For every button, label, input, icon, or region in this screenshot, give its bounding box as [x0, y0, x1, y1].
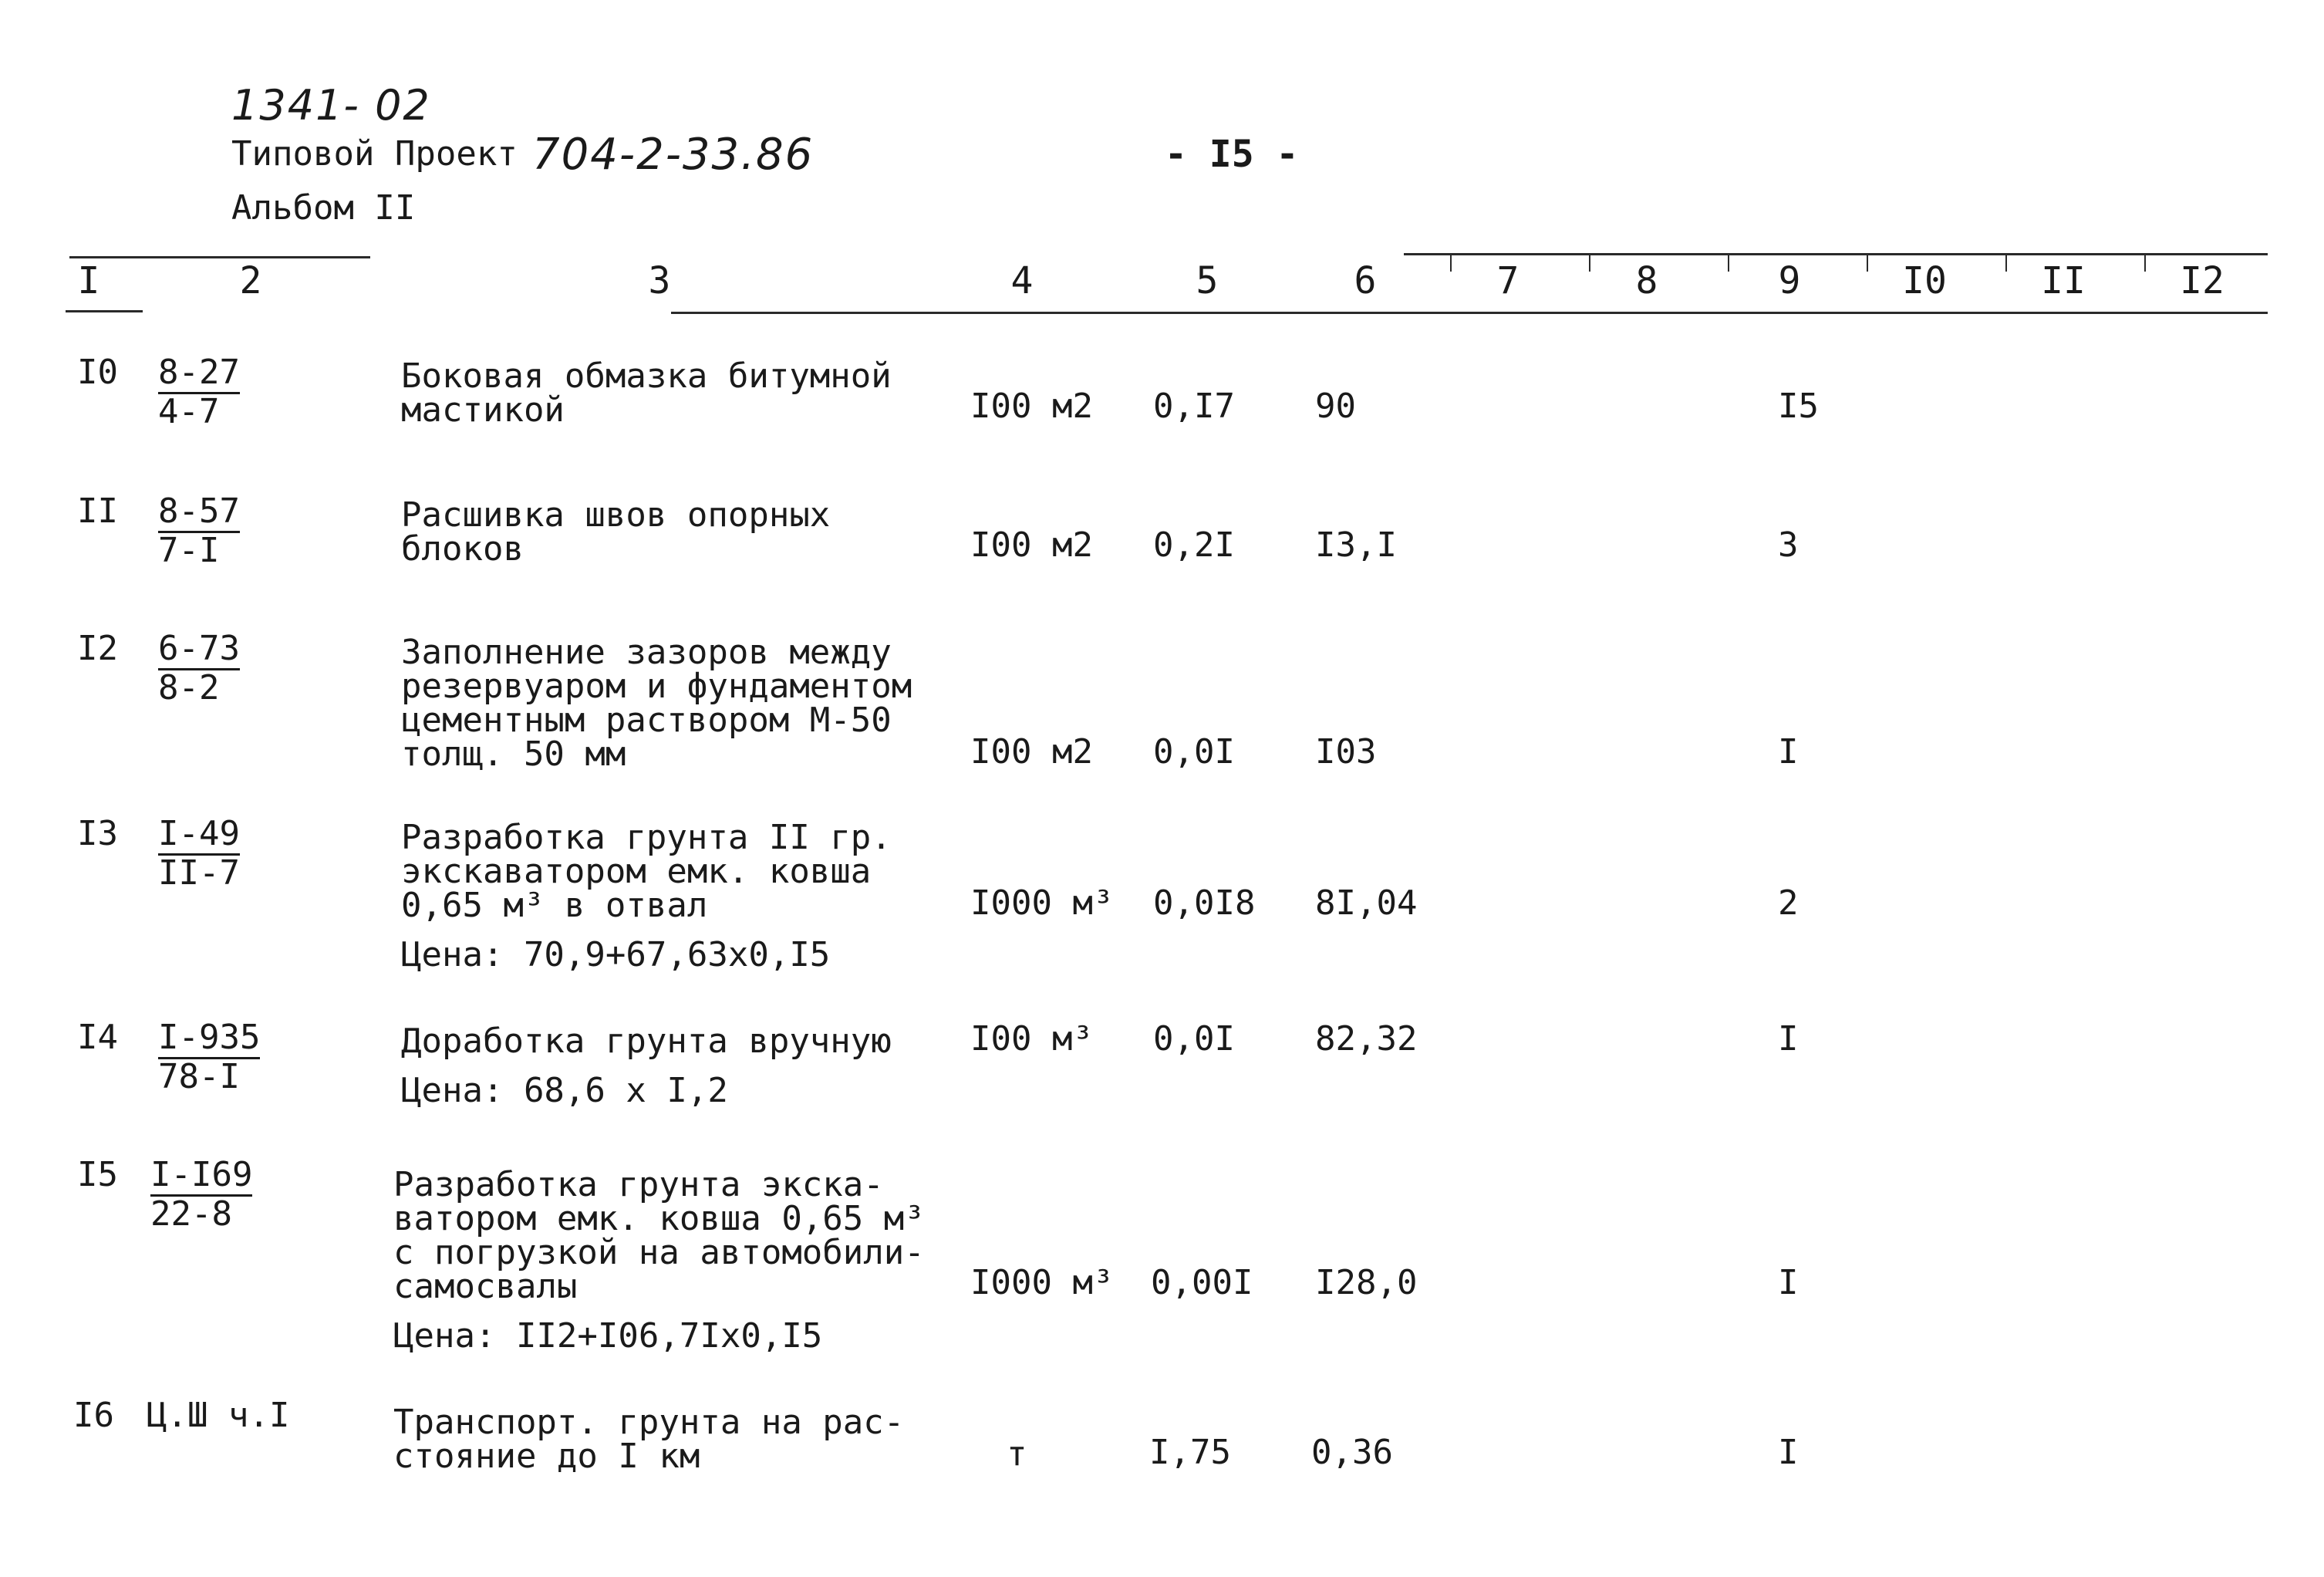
page-number: - I5 - — [1165, 133, 1299, 176]
price: I3,I — [1315, 525, 1397, 565]
unit: I000 м³ — [970, 883, 1114, 923]
description-line: 0,65 м³ в отвал — [401, 886, 708, 925]
quantity: 0,0I — [1153, 732, 1235, 772]
quantity: 0,0I — [1153, 1019, 1235, 1059]
column-header: 4 — [1010, 259, 1034, 302]
norm-code-top: 6-73 — [158, 631, 240, 670]
norm-code: Ц.Ш ч.I — [147, 1396, 290, 1435]
norm-code-bottom: 4-7 — [158, 392, 220, 431]
norm-code-bottom: 22-8 — [150, 1194, 232, 1234]
unit: т — [1007, 1434, 1027, 1474]
column-header: 8 — [1635, 259, 1658, 302]
column-9-value: I — [1778, 1263, 1799, 1302]
work-description — [401, 818, 892, 974]
column-header: 7 — [1496, 259, 1520, 302]
norm-code — [158, 1020, 260, 1095]
work-description — [393, 1403, 905, 1476]
quantity: 0,0I8 — [1153, 883, 1256, 923]
description-line: экскаватором емк. ковша — [401, 852, 872, 891]
price-note: Цена: II2+I06,7Iх0,I5 — [393, 1316, 823, 1356]
row-number: I5 — [77, 1155, 118, 1194]
header-tick — [1589, 255, 1590, 272]
description-line: с погрузкой на автомобили- — [393, 1233, 925, 1272]
row-number: I6 — [73, 1396, 114, 1435]
description-line: Разработка грунта II гр. — [401, 818, 892, 857]
norm-code-top: 8-57 — [158, 494, 240, 533]
quantity: I,75 — [1149, 1433, 1231, 1472]
row-number: II — [77, 491, 118, 531]
column-header: 3 — [648, 259, 671, 302]
column-header: 5 — [1196, 259, 1219, 302]
description-line: блоков — [401, 529, 524, 569]
column-header: I0 — [1902, 259, 1947, 302]
norm-code-top: I-I69 — [150, 1157, 252, 1197]
header-tick — [1867, 255, 1868, 272]
price: 0,36 — [1311, 1433, 1393, 1472]
quantity: 0,00I — [1151, 1263, 1253, 1302]
description-line: мастикой — [401, 390, 565, 430]
header-tick — [1450, 255, 1452, 272]
quantity: 0,I7 — [1153, 387, 1235, 426]
description-line: толщ. 50 мм — [401, 734, 626, 774]
quantity: 0,2I — [1153, 525, 1235, 565]
column-header: 2 — [239, 259, 262, 302]
unit: I00 м³ — [970, 1019, 1093, 1059]
handwritten-project-number: 704-2-33.86 — [532, 130, 815, 180]
column-9-value: I5 — [1778, 387, 1819, 426]
row-number: I4 — [77, 1018, 118, 1057]
description-line: Разработка грунта экска- — [393, 1165, 884, 1204]
work-description — [401, 495, 831, 569]
description-line: Доработка грунта вручную — [401, 1022, 892, 1061]
price: 8I,04 — [1315, 883, 1418, 923]
header-tick — [2005, 255, 2007, 272]
album-label: Альбом II — [231, 188, 416, 228]
column-header: I2 — [2180, 259, 2224, 302]
row-number: I0 — [77, 353, 118, 392]
norm-code — [158, 816, 240, 891]
price-note: Цена: 70,9+67,63х0,I5 — [401, 935, 831, 974]
header-bottom-rule-main — [671, 312, 2268, 314]
column-9-value: I — [1778, 1019, 1799, 1059]
norm-code-bottom: 78-I — [158, 1057, 240, 1096]
work-description — [393, 1165, 925, 1356]
description-line: самосвалы — [393, 1267, 578, 1306]
description-line: стояние до I км — [393, 1437, 700, 1476]
norm-code-top: I-935 — [158, 1020, 260, 1059]
norm-code-bottom: 7-I — [158, 531, 220, 570]
work-description — [401, 633, 912, 774]
price: I03 — [1315, 732, 1377, 772]
price-note: Цена: 68,6 х I,2 — [401, 1071, 728, 1110]
unit: I000 м³ — [970, 1263, 1114, 1302]
column-9-value: I — [1778, 732, 1799, 772]
project-label: Типовой Проект — [231, 134, 518, 174]
norm-code-bottom: 8-2 — [158, 668, 220, 707]
work-description — [401, 356, 892, 430]
unit: I00 м2 — [970, 387, 1093, 426]
column-9-value: 2 — [1778, 883, 1799, 923]
description-line: Расшивка швов опорных — [401, 495, 831, 535]
norm-code — [158, 631, 240, 706]
work-description — [401, 1022, 892, 1110]
description-line: резервуаром и фундаментом — [401, 667, 912, 706]
row-number: I3 — [77, 814, 118, 853]
description-line: Боковая обмазка битумной — [401, 356, 892, 396]
norm-code-top: 8-27 — [158, 355, 240, 394]
column-header: I — [77, 259, 100, 302]
unit: I00 м2 — [970, 525, 1093, 565]
norm-code — [158, 491, 240, 570]
description-line: Заполнение зазоров между — [401, 633, 892, 672]
description-line: ватором емк. ковша 0,65 м³ — [393, 1199, 925, 1238]
header-bottom-rule-left — [66, 310, 143, 312]
header-tick — [1728, 255, 1729, 272]
price: 82,32 — [1315, 1019, 1418, 1059]
column-header: 6 — [1354, 259, 1377, 302]
header-top-rule-left — [69, 256, 370, 258]
column-9-value: I — [1778, 1433, 1799, 1472]
header-top-rule-right — [1404, 253, 2268, 255]
description-line: Транспорт. грунта на рас- — [393, 1403, 905, 1442]
description-line: цементным раствором М-50 — [401, 701, 892, 740]
column-header: 9 — [1778, 259, 1801, 302]
column-9-value: 3 — [1778, 525, 1799, 565]
norm-code-top: I-49 — [158, 816, 240, 856]
column-header: II — [2041, 259, 2086, 302]
row-number: I2 — [77, 629, 118, 668]
norm-code — [158, 355, 240, 430]
price: 90 — [1315, 387, 1356, 426]
price: I28,0 — [1315, 1263, 1418, 1302]
handwritten-archive-number: 1341- 02 — [231, 81, 431, 130]
norm-code-bottom: II-7 — [158, 853, 240, 893]
norm-code — [150, 1157, 252, 1232]
header-tick — [2144, 255, 2146, 272]
unit: I00 м2 — [970, 732, 1093, 772]
